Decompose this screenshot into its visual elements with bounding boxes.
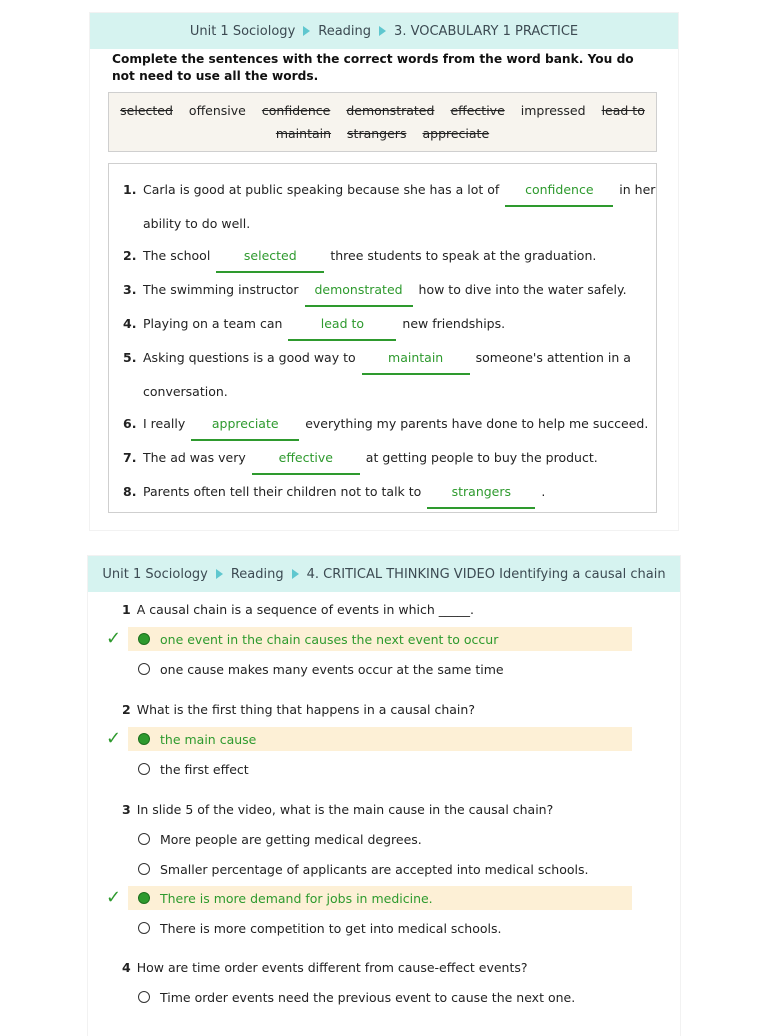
answer-blank[interactable]: appreciate — [191, 416, 299, 441]
sentence-text-after: someone's attention in a — [475, 350, 631, 365]
sentence-list — [108, 163, 657, 513]
word-bank-item: demonstrated — [346, 103, 435, 118]
checkmark-icon: ✓ — [106, 728, 122, 749]
answer-option[interactable] — [128, 857, 632, 881]
word-bank-item: appreciate — [422, 126, 490, 141]
answer-blank[interactable]: confidence — [505, 182, 613, 207]
sentence-text-after: three students to speak at the graduation. — [330, 248, 597, 263]
breadcrumb — [90, 13, 678, 49]
answer-option[interactable] — [128, 757, 632, 781]
question-text — [122, 702, 475, 717]
breadcrumb-activity: 3. VOCABULARY 1 PRACTICE — [394, 23, 579, 39]
sentence-continuation: conversation. — [143, 384, 228, 399]
sentence-text-after: at getting people to buy the product. — [365, 450, 598, 465]
word-bank-item: confidence — [261, 103, 331, 118]
question-prompt: A causal chain is a sequence of events in which _____. — [136, 602, 475, 617]
word-bank-item: offensive — [188, 103, 246, 118]
checkmark-icon: ✓ — [106, 887, 122, 908]
sentence-text-before: I really — [143, 416, 186, 431]
option-label: the main cause — [160, 731, 257, 747]
answer-option[interactable] — [128, 627, 632, 651]
sentence-text-before: The school — [143, 248, 211, 263]
sentence-text-before: Playing on a team can — [143, 316, 283, 331]
breadcrumb-separator-icon — [216, 569, 223, 579]
answer-option[interactable] — [128, 916, 632, 940]
question-text — [122, 802, 553, 817]
sentence-text-after: . — [541, 484, 546, 499]
sentence-text-before: Asking questions is a good way to — [143, 350, 356, 365]
breadcrumb-section[interactable]: Reading — [318, 23, 372, 39]
option-label: Smaller percentage of applicants are accepted into medical schools. — [160, 861, 589, 877]
radio-button-icon[interactable] — [138, 763, 150, 775]
question-prompt: How are time order events different from cause-effect events? — [136, 960, 528, 975]
radio-button-icon[interactable] — [138, 892, 150, 904]
word-bank-item: maintain — [275, 126, 332, 141]
question-number: 1 — [122, 602, 131, 617]
sentence-number: 3. — [123, 282, 137, 297]
radio-button-icon[interactable] — [138, 633, 150, 645]
sentence-continuation: ability to do well. — [143, 216, 251, 231]
sentence-number: 6. — [123, 416, 137, 431]
checkmark-icon: ✓ — [106, 628, 122, 649]
question-text — [122, 960, 528, 975]
sentence-number: 8. — [123, 484, 137, 499]
sentence-item — [123, 316, 505, 341]
sentence-number: 2. — [123, 248, 137, 263]
question-prompt: What is the first thing that happens in a causal chain? — [136, 702, 475, 717]
instructions: Complete the sentences with the correct words from the word bank. You do not need to use all the words. — [112, 52, 634, 83]
question-number: 4 — [122, 960, 131, 975]
sentence-number: 1. — [123, 182, 137, 197]
sentence-number: 4. — [123, 316, 137, 331]
answer-option[interactable] — [128, 727, 632, 751]
question-text — [122, 602, 474, 617]
option-label: There is more demand for jobs in medicine. — [160, 890, 433, 906]
question-prompt: In slide 5 of the video, what is the main cause in the causal chain? — [136, 802, 554, 817]
answer-blank[interactable]: selected — [216, 248, 324, 273]
sentence-text-before: The swimming instructor — [143, 282, 299, 297]
vocabulary-practice-panel — [90, 13, 678, 530]
radio-button-icon[interactable] — [138, 863, 150, 875]
breadcrumb-unit[interactable]: Unit 1 Sociology — [189, 23, 296, 39]
word-bank-item: selected — [120, 103, 173, 118]
radio-button-icon[interactable] — [138, 991, 150, 1003]
sentence-text-before: Parents often tell their children not to talk to — [143, 484, 422, 499]
sentence-text-after: new friendships. — [402, 316, 506, 331]
question-number: 2 — [122, 702, 131, 717]
answer-blank[interactable]: demonstrated — [305, 282, 413, 307]
question-number: 3 — [122, 802, 131, 817]
breadcrumb-unit[interactable]: Unit 1 Sociology — [102, 566, 208, 582]
sentence-text-before: The ad was very — [143, 450, 246, 465]
breadcrumb-section[interactable]: Reading — [230, 566, 284, 582]
sentence-item — [123, 450, 598, 475]
sentence-item — [123, 350, 631, 375]
sentence-text-after: everything my parents have done to help me succeed. — [305, 416, 649, 431]
answer-blank[interactable]: lead to — [288, 316, 396, 341]
answer-option[interactable] — [128, 886, 632, 910]
answer-blank[interactable]: strangers — [427, 484, 535, 509]
sentence-item — [123, 182, 655, 207]
sentence-text-after: how to dive into the water safely. — [418, 282, 627, 297]
radio-button-icon[interactable] — [138, 663, 150, 675]
word-bank-item: strangers — [347, 126, 407, 141]
sentence-text-after: in her — [619, 182, 656, 197]
word-bank — [108, 92, 657, 152]
breadcrumb-separator-icon — [379, 26, 386, 36]
word-bank-item: impressed — [520, 103, 586, 118]
radio-button-icon[interactable] — [138, 833, 150, 845]
breadcrumb-separator-icon — [292, 569, 299, 579]
sentence-item — [123, 484, 545, 509]
answer-option[interactable] — [128, 657, 632, 681]
option-label: the first effect — [160, 761, 249, 777]
option-label: More people are getting medical degrees. — [160, 831, 422, 847]
option-label: one event in the chain causes the next event to occur — [160, 631, 499, 647]
answer-option[interactable] — [128, 827, 632, 851]
answer-blank[interactable]: maintain — [362, 350, 470, 375]
option-label: one cause makes many events occur at the same time — [160, 661, 504, 677]
sentence-item — [123, 416, 648, 441]
word-bank-item: effective — [450, 103, 505, 118]
option-label: There is more competition to get into medical schools. — [160, 920, 502, 936]
answer-blank[interactable]: effective — [252, 450, 360, 475]
option-label: Time order events need the previous event to cause the next one. — [160, 989, 576, 1005]
breadcrumb-activity: 4. CRITICAL THINKING VIDEO Identifying a causal chain — [306, 566, 666, 582]
sentence-item — [123, 248, 596, 273]
radio-button-icon[interactable] — [138, 733, 150, 745]
critical-thinking-panel — [88, 556, 680, 1036]
answer-option[interactable] — [128, 985, 632, 1009]
breadcrumb-separator-icon — [303, 26, 310, 36]
radio-button-icon[interactable] — [138, 922, 150, 934]
word-bank-item: lead to — [601, 103, 645, 118]
sentence-text-before: Carla is good at public speaking because she has a lot of — [143, 182, 500, 197]
sentence-item — [123, 282, 627, 307]
sentence-number: 5. — [123, 350, 137, 365]
breadcrumb — [88, 556, 680, 592]
sentence-number: 7. — [123, 450, 137, 465]
